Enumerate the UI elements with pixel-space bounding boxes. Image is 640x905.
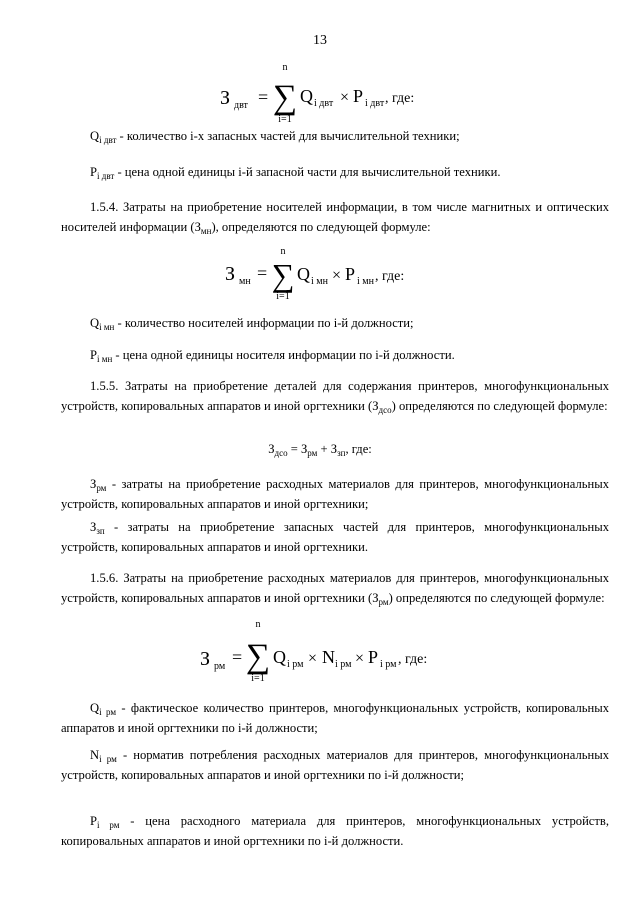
formula-consumables-cost: [0, 615, 640, 685]
text-run: P: [90, 348, 98, 362]
formula-p: P: [345, 264, 356, 284]
text-run: , где:: [345, 442, 372, 456]
text-run: 1.5.4. Затраты на приобретение носителей информации, в том числе магнитных и оптических носителей информации (З: [61, 200, 609, 234]
formula-lhs: З: [220, 87, 231, 109]
sum-sign: ∑: [271, 257, 295, 293]
formula-n: N: [322, 647, 335, 667]
formula-equals: =: [232, 647, 243, 667]
text-run: Q: [90, 129, 100, 143]
text-run: + З: [317, 442, 338, 456]
subscript: i двт: [97, 171, 115, 181]
text-run: З: [90, 477, 97, 491]
section-1-5-5: [61, 377, 609, 416]
subscript: мн: [200, 225, 212, 236]
definition-n-rm: [61, 746, 609, 785]
definition-p-rm: [61, 812, 609, 851]
text-run: ) определяются по следующей формуле:: [388, 590, 605, 605]
subscript: зп: [337, 448, 346, 458]
text-run: - фактическое количество принтеров, многофункциональных устройств, копировальных аппаратов и иной оргтехники по i-й должности;: [61, 701, 610, 735]
formula-q-sub: i двт: [314, 98, 334, 109]
subscript: зп: [96, 526, 105, 536]
formula-times: ×: [332, 267, 342, 284]
formula-p-sub: i рм: [380, 659, 397, 670]
subscript: i рм: [97, 820, 120, 830]
subscript: рм: [96, 483, 107, 493]
subscript: i рм: [99, 707, 117, 717]
definition-q-mn: [61, 314, 609, 334]
text-run: P: [90, 165, 98, 179]
formula-times: ×: [340, 89, 350, 106]
sum-sign: ∑: [245, 638, 271, 675]
text-run: 1.5.6. Затраты на приобретение расходных материалов для принтеров, многофункциональных устройств, копировальных аппаратов и иной оргтехники (З: [61, 571, 609, 605]
definition-z-zp: [61, 518, 609, 557]
formula-q-sub: i рм: [287, 659, 304, 670]
subscript: i мн: [97, 354, 113, 364]
formula-tail: , где:: [375, 269, 405, 284]
formula-lhs-sub: мн: [239, 276, 251, 287]
subscript: i двт: [99, 135, 117, 145]
sum-upper-limit: n: [282, 62, 288, 73]
section-1-5-4: [61, 198, 609, 237]
formula-p: P: [353, 86, 364, 106]
formula-p-sub: i мн: [357, 276, 374, 287]
text-run: - затраты на приобретение запасных частей для принтеров, многофункциональных устройств, копировальных аппаратов и иной оргтехники.: [61, 520, 609, 554]
text-run: - количество i-х запасных частей для вычислительной техники;: [116, 129, 460, 143]
sum-upper-limit: n: [255, 619, 261, 630]
formula-lhs-sub: рм: [214, 661, 226, 672]
formula-tail: , где:: [385, 91, 415, 106]
section-1-5-6: [61, 569, 609, 608]
formula-times-2: ×: [355, 650, 365, 667]
formula-media-cost: [0, 244, 640, 310]
text-run: = З: [287, 442, 308, 456]
formula-equals: =: [258, 87, 269, 107]
sum-lower-limit: i=1: [278, 114, 292, 125]
text-run: 1.5.5. Затраты на приобретение деталей для содержания принтеров, многофункциональных устройств, копировальных аппаратов и иной оргтехники (З: [61, 379, 609, 413]
sum-lower-limit: i=1: [276, 291, 290, 302]
subscript: рм: [378, 596, 389, 607]
sum-sign: ∑: [272, 79, 298, 116]
text-run: - норматив потребления расходных материалов для принтеров, многофункциональных устройств, копировальных аппаратов и иной оргтехники по i-й должности;: [61, 748, 609, 782]
definition-p-dvt: [61, 163, 609, 183]
text-run: Q: [90, 316, 100, 330]
formula-q-sub: i мн: [311, 276, 328, 287]
text-run: З: [90, 520, 97, 534]
text-run: З: [268, 442, 275, 456]
subscript: дсо: [378, 404, 392, 415]
text-run: - цена расходного материала для принтеров, многофункциональных устройств, копировальных аппаратов и иной оргтехники по i-й должности.: [61, 814, 609, 848]
formula-lhs: З: [200, 648, 211, 670]
sum-upper-limit: n: [280, 246, 286, 257]
sum-lower-limit: i=1: [251, 673, 265, 684]
definition-q-rm: [61, 699, 609, 738]
text-run: - цена одной единицы носителя информации по i-й должности.: [112, 348, 455, 362]
formula-q: Q: [300, 86, 313, 106]
formula-q: Q: [273, 647, 286, 667]
formula-p-sub: i двт: [365, 98, 385, 109]
page-number: 13: [313, 33, 327, 48]
text-run: ) определяются по следующей формуле:: [391, 398, 608, 413]
formula-lhs: З: [225, 263, 236, 285]
definition-q-dvt: [61, 127, 609, 147]
subscript: рм: [307, 448, 318, 458]
formula-spare-parts-cost: [0, 58, 640, 124]
subscript: дсо: [274, 448, 288, 458]
formula-n-sub: i рм: [335, 659, 352, 670]
text-run: P: [90, 814, 98, 828]
subscript: i рм: [99, 754, 117, 764]
text-run: - количество носителей информации по i-й должности;: [114, 316, 414, 330]
formula-tail: , где:: [398, 652, 428, 667]
formula-times-1: ×: [308, 650, 318, 667]
text-run: Q: [90, 701, 100, 715]
text-run: N: [90, 748, 100, 762]
formula-p: P: [368, 647, 379, 667]
text-run: - затраты на приобретение расходных материалов для принтеров, многофункциональных устройств, копировальных аппаратов и иной оргтехники;: [61, 477, 609, 511]
definition-p-mn: [61, 346, 609, 366]
text-run: ), определяются по следующей формуле:: [211, 219, 431, 234]
subscript: i мн: [99, 322, 115, 332]
definition-z-rm: [61, 475, 609, 514]
text-run: - цена одной единицы i-й запасной части для вычислительной техники.: [114, 165, 501, 179]
formula-parts-maintenance: [0, 442, 640, 457]
formula-equals: =: [257, 263, 268, 283]
formula-q: Q: [297, 264, 310, 284]
formula-lhs-sub: двт: [234, 100, 248, 111]
